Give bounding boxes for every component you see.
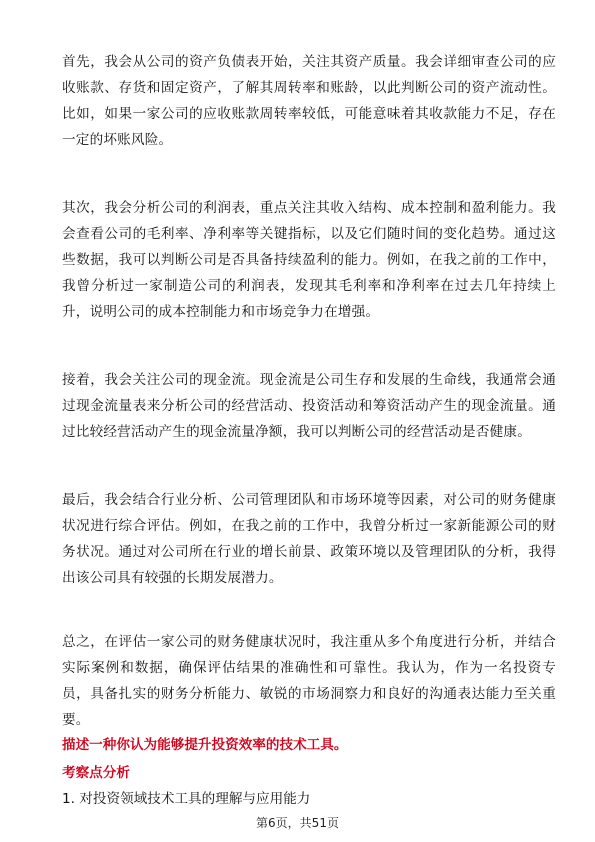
paragraph-summary: 总之，在评估一家公司的财务健康状况时，我注重从多个角度进行分析，并结合实际案例和数据，确保评估结果的准确性和可靠性。我认为，作为一名投资专员，具备扎实的财务分析能力、敏锐的市场洞察力和良好的沟通表达能力至关重要。 (62, 634, 556, 728)
paragraph-balance-sheet: 首先，我会从公司的资产负债表开始，关注其资产质量。我会详细审查公司的应收账款、存货和固定资产，了解其周转率和账龄，以此判断公司的资产流动性。比如，如果一家公司的应收账款周转率较低，可能意味着其收款能力不足，存在一定的坏账风险。 (62, 54, 556, 148)
paragraph-comprehensive-evaluation: 最后，我会结合行业分析、公司管理团队和市场环境等因素，对公司的财务健康状况进行综合评估。例如，在我之前的工作中，我曾分析过一家新能源公司的财务状况。通过对公司所在行业的增长前景、政策环境以及管理团队的分析，我得出该公司具有较强的长期发展潜力。 (62, 492, 556, 586)
paragraph-cash-flow: 接着，我会关注公司的现金流。现金流是公司生存和发展的生命线，我通常会通过现金流量表来分析公司的经营活动、投资活动和筹资活动产生的现金流量。通过比较经营活动产生的现金流量净额，我可以判断公司的经营活动是否健康。 (62, 372, 556, 440)
page-footer: 第6页，共51页 (256, 816, 339, 830)
paragraph-income-statement: 其次，我会分析公司的利润表，重点关注其收入结构、成本控制和盈利能力。我会查看公司的毛利率、净利率等关键指标，以及它们随时间的变化趋势。通过这些数据，我可以判断公司是否具备持续盈利的能力。例如，在我之前的工作中，我曾分析过一家制造公司的利润表，发现其毛利率和净利率在过去几年持续上升，说明公司的成本控制能力和市场竞争力在增强。 (62, 200, 556, 320)
question-heading: 描述一种你认为能够提升投资效率的技术工具。 (62, 737, 348, 753)
list-item: 1. 对投资领域技术工具的理解与应用能力 (62, 791, 311, 807)
section-title: 考察点分析 (62, 765, 130, 781)
